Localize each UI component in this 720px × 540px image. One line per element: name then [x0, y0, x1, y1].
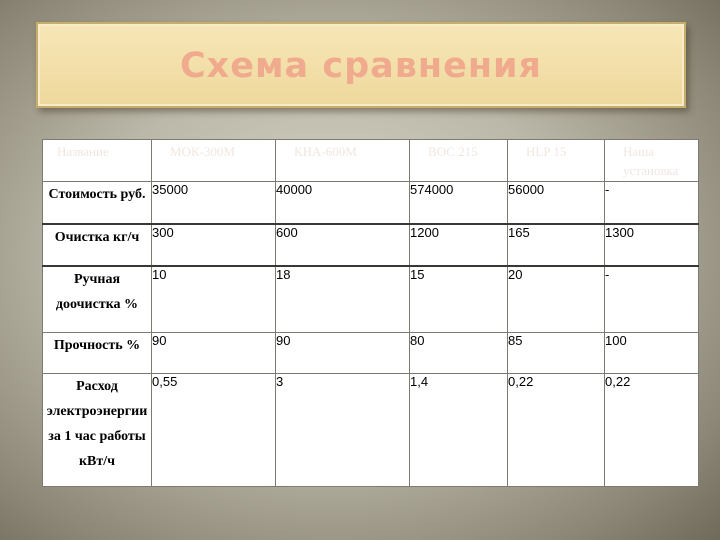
table-cell: - [605, 182, 699, 225]
header-cell: МОК-300М [152, 140, 276, 182]
header-cell: КНА-600М [276, 140, 410, 182]
table-cell: 600 [276, 224, 410, 266]
row-label: Прочность % [43, 333, 152, 374]
table-cell: 35000 [152, 182, 276, 225]
row-label: Ручная доочистка % [43, 266, 152, 333]
table-cell: 40000 [276, 182, 410, 225]
table-cell: 1,4 [410, 374, 508, 487]
row-label: Очистка кг/ч [43, 224, 152, 266]
table-row [43, 224, 699, 266]
table-row [43, 374, 699, 487]
table-cell: 0,55 [152, 374, 276, 487]
table-cell: 574000 [410, 182, 508, 225]
table-cell: 165 [508, 224, 605, 266]
table-cell: 80 [410, 333, 508, 374]
slide-title: Схема сравнения [179, 46, 543, 86]
table-cell: 18 [276, 266, 410, 333]
table-cell: 1300 [605, 224, 699, 266]
table-cell: 85 [508, 333, 605, 374]
header-cell: HLP 15 [508, 140, 605, 182]
table-row [43, 182, 699, 225]
row-label: Расход электроэнергии за 1 час работы кВт/ч [43, 374, 152, 487]
row-label: Стоимость руб. [43, 182, 152, 225]
table-cell: 90 [276, 333, 410, 374]
table-cell: 3 [276, 374, 410, 487]
table-cell: 0,22 [508, 374, 605, 487]
table-cell: 15 [410, 266, 508, 333]
table-cell: 1200 [410, 224, 508, 266]
table-cell: 300 [152, 224, 276, 266]
table-cell: 100 [605, 333, 699, 374]
table-cell: 20 [508, 266, 605, 333]
header-cell: Название [43, 140, 152, 182]
header-cell: ВОС 215 [410, 140, 508, 182]
table-cell: - [605, 266, 699, 333]
table-header-row [43, 140, 699, 182]
table-cell: 0,22 [605, 374, 699, 487]
header-cell: Наша установка [605, 140, 699, 182]
table-cell: 56000 [508, 182, 605, 225]
table-cell: 10 [152, 266, 276, 333]
title-box [36, 22, 686, 108]
table-row [43, 266, 699, 333]
comparison-table [42, 139, 699, 487]
table-cell: 90 [152, 333, 276, 374]
table-row [43, 333, 699, 374]
